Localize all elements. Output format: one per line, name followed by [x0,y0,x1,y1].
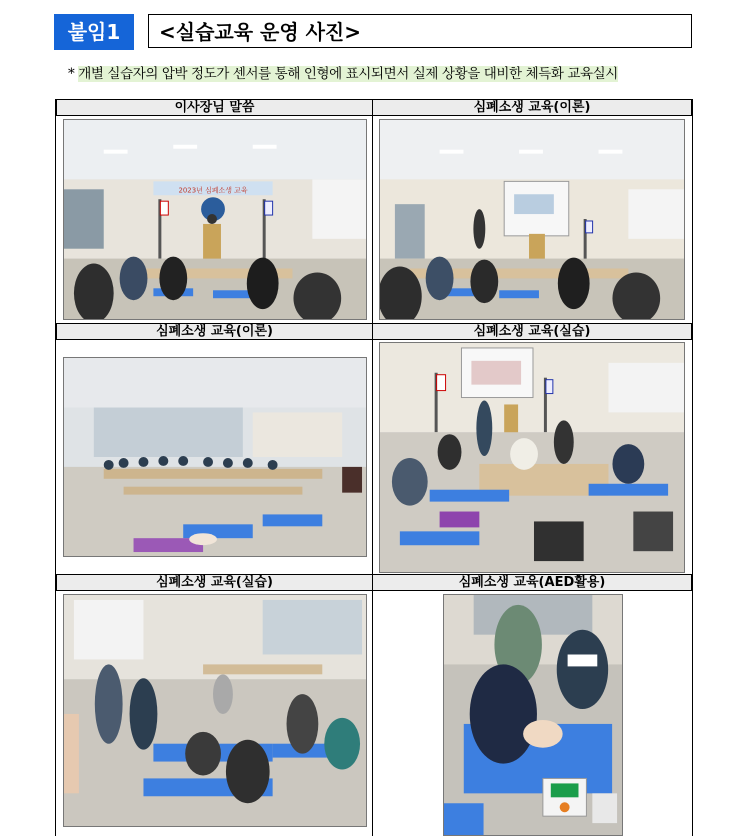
photo-cpr-theory-1 [379,119,685,320]
note-text: 개별 실습자의 압박 정도가 센서를 통해 인형에 표시되면서 실제 상황을 대비한 체득화 교육실시 [78,66,618,82]
photo-cpr-aed [443,594,623,836]
caption-6: 심폐소생 교육(AED활용) [372,574,692,591]
banner-text: 2023년 심폐소생 교육 [178,186,248,195]
caption-2: 심폐소생 교육(이론) [372,99,692,116]
photo-cpr-practice-1 [379,342,685,573]
photo-grid [55,99,693,836]
caption-3: 심폐소생 교육(이론) [56,323,373,340]
column-divider [372,99,373,836]
photo-cpr-theory-2 [63,357,367,557]
appendix-tag: 붙임1 [54,14,134,50]
caption-1: 이사장님 말씀 [56,99,373,116]
note-line [68,64,708,84]
photo-chairman-speech [63,119,367,320]
caption-5: 심폐소생 교육(실습) [56,574,373,591]
photo-cpr-practice-2 [63,594,367,827]
note-prefix: * [68,66,79,82]
caption-4: 심폐소생 교육(실습) [372,323,692,340]
header [54,14,694,50]
page-title: <실습교육 운영 사진> [148,14,692,48]
